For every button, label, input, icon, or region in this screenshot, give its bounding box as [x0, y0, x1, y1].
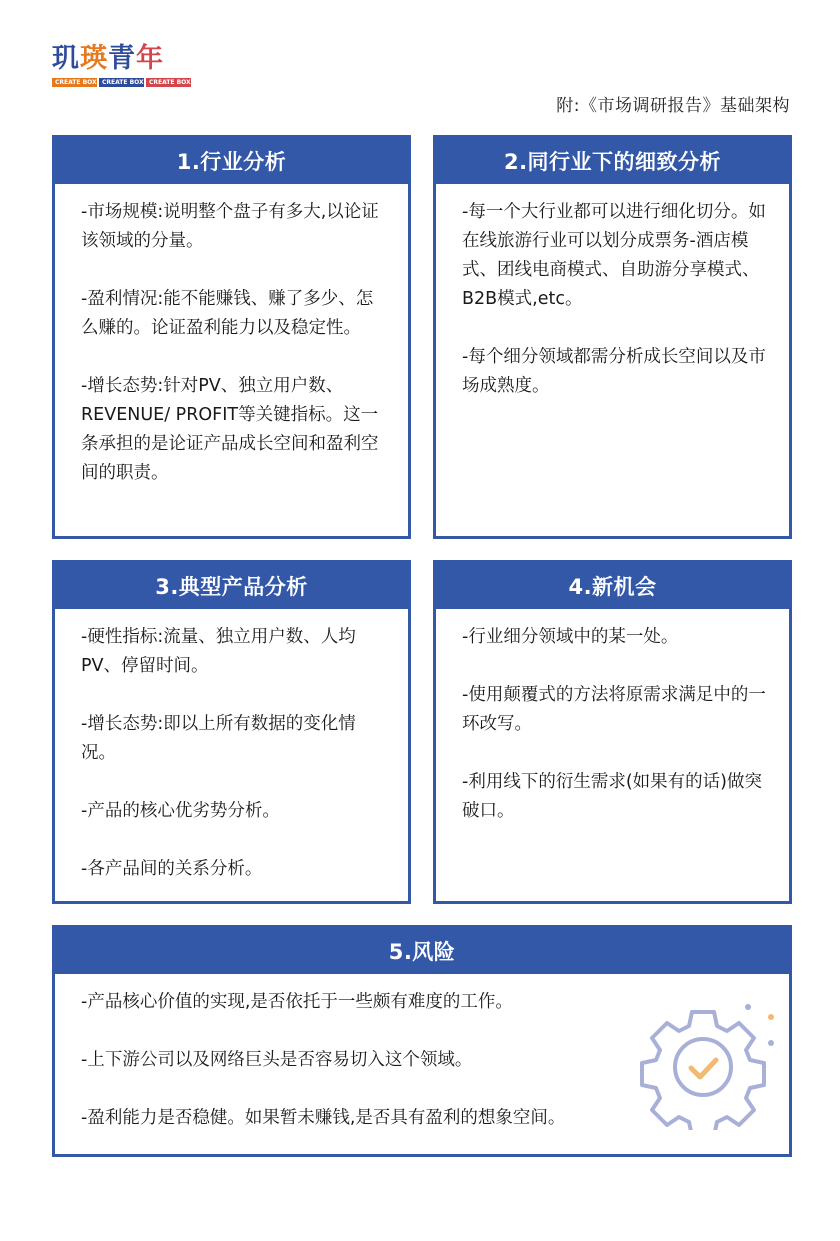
card-body: [436, 609, 789, 826]
card-item: -硬性指标:流量、独立用户数、人均PV、停留时间。: [81, 627, 356, 676]
card-item: -使用颠覆式的方法将原需求满足中的一环改写。: [462, 685, 766, 734]
logo-tag: CREATE BOX: [52, 78, 97, 87]
card-item: -各产品间的关系分析。: [81, 859, 263, 879]
logo-title: [52, 44, 191, 74]
card-typical-product-analysis: [52, 560, 411, 904]
card-item: -增长态势:针对PV、独立用户数、REVENUE/ PROFIT等关键指标。这一条承担的是论证产品成长空间和盈利空间的职责。: [81, 376, 379, 483]
card-body: [436, 184, 789, 401]
logo-char: 玑: [52, 43, 80, 74]
card-title: 5.风险: [55, 928, 789, 974]
card-item: -产品核心价值的实现,是否依托于一些颇有难度的工作。: [81, 992, 513, 1012]
card-item: -利用线下的衍生需求(如果有的话)做突破口。: [462, 772, 762, 821]
card-title: 4.新机会: [436, 563, 789, 609]
card-item: -产品的核心优劣势分析。: [81, 801, 280, 821]
logo-tag: CREATE BOX: [146, 78, 191, 87]
card-body: [55, 609, 408, 884]
card-item: -盈利能力是否稳健。如果暂未赚钱,是否具有盈利的想象空间。: [81, 1108, 566, 1128]
card-item: -增长态势:即以上所有数据的变化情况。: [81, 714, 356, 763]
card-title: 3.典型产品分析: [55, 563, 408, 609]
logo-char: 年: [136, 43, 164, 74]
brand-logo: [52, 44, 191, 87]
logo-char: 瑛: [80, 43, 108, 74]
card-new-opportunity: [433, 560, 792, 904]
logo-tags: [52, 78, 191, 87]
card-item: -每一个大行业都可以进行细化切分。如在线旅游行业可以划分成票务-酒店模式、团线电商模式、自助游分享模式、B2B模式,etc。: [462, 202, 766, 309]
card-body: [55, 184, 408, 488]
card-item: -市场规模:说明整个盘子有多大,以论证该领域的分量。: [81, 202, 379, 251]
card-segment-analysis: [433, 135, 792, 539]
card-item: -每个细分领域都需分析成长空间以及市场成熟度。: [462, 347, 766, 396]
gear-check-icon: [630, 1000, 790, 1130]
card-title: 1.行业分析: [55, 138, 408, 184]
card-item: -上下游公司以及网络巨头是否容易切入这个领域。: [81, 1050, 473, 1070]
card-title: 2.同行业下的细致分析: [436, 138, 789, 184]
logo-char: 青: [108, 43, 136, 74]
document-caption: 附:《市场调研报告》基础架构: [556, 96, 790, 116]
card-item: -盈利情况:能不能赚钱、赚了多少、怎么赚的。论证盈利能力以及稳定性。: [81, 289, 374, 338]
logo-tag: CREATE BOX: [99, 78, 144, 87]
card-industry-analysis: [52, 135, 411, 539]
card-item: -行业细分领域中的某一处。: [462, 627, 679, 647]
